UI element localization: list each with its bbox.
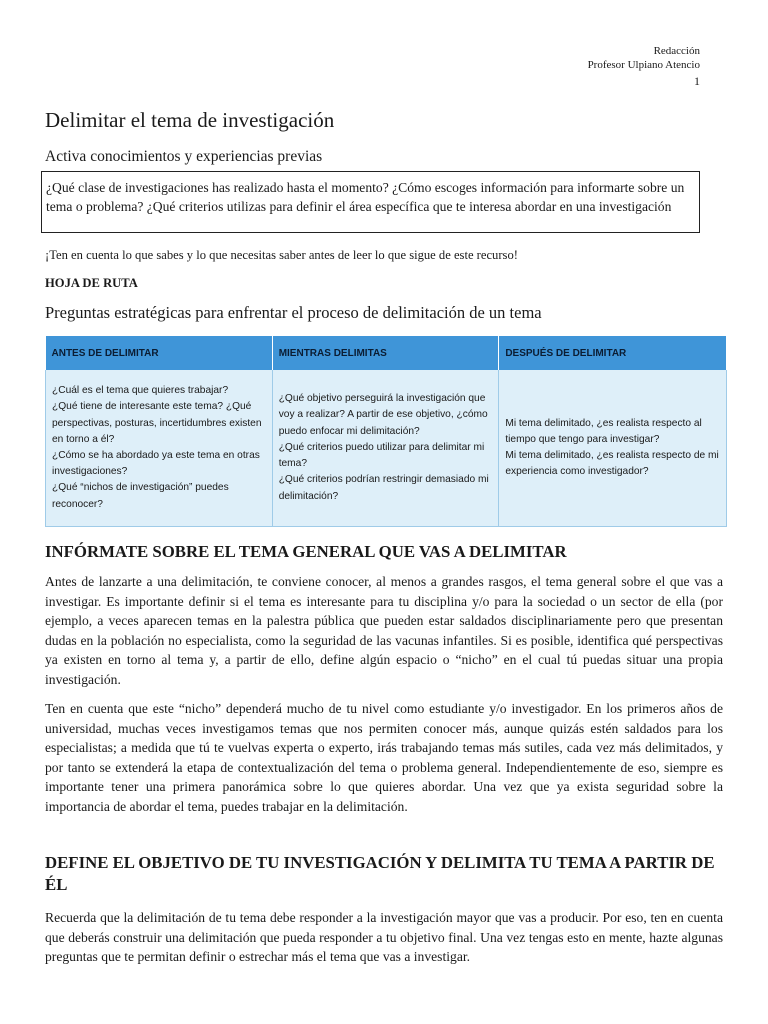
section2-paragraph1: Recuerda que la delimitación de tu tema debe responder a la investigación mayor que vas a producir. Por eso, ten en cuenta que deberás construir una delimitación que pueda responder a tu objetivo final. Una vez tengas esto en mente, hazte algunas preguntas que te permitan definir o estrechar más el tema que vas a investigar. (45, 910, 723, 965)
strategy-table-header-row (46, 336, 727, 370)
page-header (588, 44, 700, 88)
cell-line: Mi tema delimitado, ¿es realista respecto de mi experiencia como investigador? (505, 450, 719, 478)
page-subtitle: Activa conocimientos y experiencias previas (45, 148, 323, 165)
section2-heading: DEFINE EL OBJETIVO DE TU INVESTIGACIÓN Y DELIMITA TU TEMA A PARTIR DE ÉL (45, 853, 715, 894)
cell-line: ¿Cómo se ha abordado ya este tema en otras investigaciones? (52, 450, 260, 478)
cell-line: ¿Qué criterios podrían restringir demasiado mi delimitación? (278, 474, 489, 502)
header-course: Redacción (653, 45, 700, 57)
page-number: 1 (694, 74, 700, 88)
section1-paragraph1: Antes de lanzarte a una delimitación, te conviene conocer, al menos a grandes rasgos, el tema general sobre el que vas a investigar. Es importante definir si el tema es interesante para tu disciplina y/o para la sociedad o un sector de ella (por ejemplo, a veces aparecen temas en la palestra pública que pueden estar saldados disciplinariamente pero que presentan dudas en la población no especialista, como la seguridad de las vacunas infantiles. Si es posible, identifica qué perspectivas ya existen en torno al tema y, a partir de ello, define algún espacio o “nicho” en el cual tú puedas situar una propia investigación. (45, 574, 723, 687)
prior-knowledge-box: ¿Qué clase de investigaciones has realizado hasta el momento? ¿Cómo escoges información para informarte sobre un tema o problema? ¿Qué criterios utilizas para definir el área específica que te interesa abordar en una investigación (41, 171, 700, 233)
section1-heading: INFÓRMATE SOBRE EL TEMA GENERAL QUE VAS A DELIMITAR (45, 542, 567, 561)
cell-line: Mi tema delimitado, ¿es realista respecto al tiempo que tengo para investigar? (505, 417, 702, 445)
cell-line: ¿Qué tiene de interesante este tema? ¿Qué perspectivas, posturas, incertidumbres existen en torno a él? (52, 401, 262, 445)
cell-line: ¿Qué objetivo perseguirá la investigación que voy a realizar? A partir de ese objetivo, ¿cómo puedo enfocar mi delimitación? (278, 393, 488, 437)
cell-after (499, 370, 727, 527)
roadmap-subtitle: Preguntas estratégicas para enfrentar el proceso de delimitación de un tema (45, 303, 542, 322)
roadmap-label: HOJA DE RUTA (45, 276, 138, 290)
cell-during (272, 370, 499, 527)
reminder-text: ¡Ten en cuenta lo que sabes y lo que necesitas saber antes de leer lo que sigue de este recurso! (45, 248, 518, 262)
strategy-table-row (46, 370, 727, 527)
cell-before (46, 370, 273, 527)
header-before: ANTES DE DELIMITAR (46, 336, 273, 370)
page-title: Delimitar el tema de investigación (45, 108, 335, 132)
cell-line: ¿Cuál es el tema que quieres trabajar? (52, 385, 229, 397)
strategy-table (45, 336, 727, 527)
header-after: DESPUÉS DE DELIMITAR (499, 336, 727, 370)
cell-line: ¿Qué “nichos de investigación” puedes reconocer? (52, 482, 229, 510)
header-during: MIENTRAS DELIMITAS (272, 336, 499, 370)
header-professor: Profesor Ulpiano Atencio (587, 59, 700, 71)
section1-paragraph2: Ten en cuenta que este “nicho” dependerá mucho de tu nivel como estudiante y/o investigador. En los primeros años de universidad, muchas veces investigamos temas que nos permiten conocer más, aunque quizás estén saldados para los especialistas; a medida que tú te vuelvas experta o experto, irás trabajando temas más sutiles, cada vez más delimitados, y por tanto se extenderá la etapa de contextualización del tema o problema general. Independientemente de eso, siempre es importante tener una primera panorámica sobre lo que quieres abordar. Una vez que ya exista seguridad sobre la importancia de abordar el tema, puedes trabajar en la delimitación. (45, 701, 723, 814)
cell-line: ¿Qué criterios puedo utilizar para delimitar mi tema? (278, 441, 485, 470)
